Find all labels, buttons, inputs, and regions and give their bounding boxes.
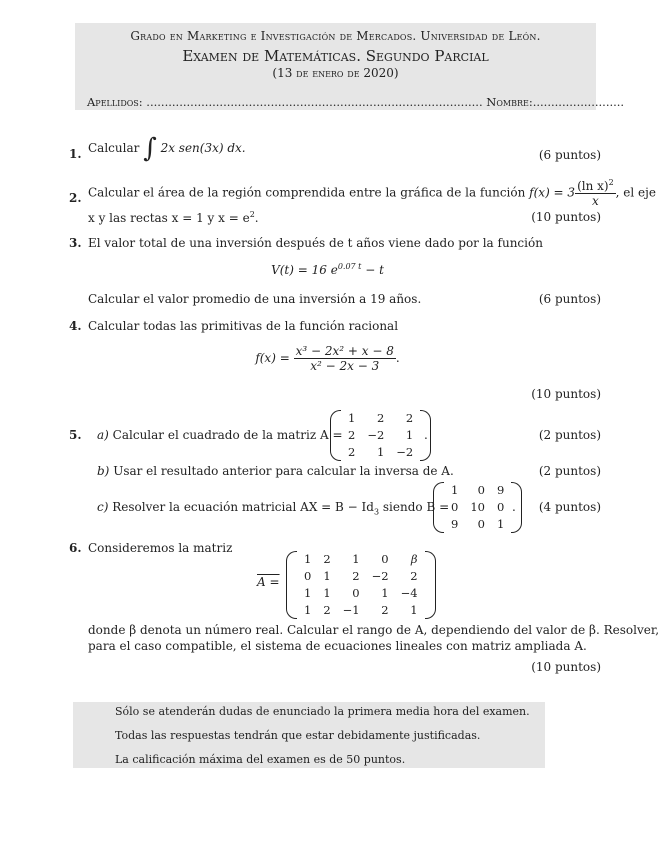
- matrix-row: [445, 482, 510, 499]
- problem-6-line1: Consideremos la matriz: [88, 541, 233, 555]
- matrix-entry: 10: [470, 500, 485, 514]
- problem-2-line2: [88, 210, 259, 225]
- problem-4-formula: [0, 344, 655, 373]
- student-fields: [87, 95, 625, 109]
- problem-2-fraction: [575, 178, 616, 208]
- matrix-entry: 1: [381, 586, 389, 600]
- rational-numerator: x³ − 2x² + x − 8: [295, 344, 394, 358]
- problem-3-points: (6 puntos): [538, 292, 601, 306]
- problem-2-function: f(x) = 3: [529, 185, 576, 200]
- matrix-entry: 1: [376, 445, 385, 459]
- integral-sign: ∫: [143, 133, 157, 164]
- note-3: La calificación máxima del examen es de 50 puntos.: [115, 753, 406, 766]
- problem-5c-statement: Resolver la ecuación matricial AX = B − Id: [112, 500, 374, 514]
- matrix-entry: 1: [304, 586, 312, 600]
- matrix-entry: 1: [410, 603, 418, 617]
- problem-1-text: [88, 133, 246, 164]
- problem-5b-label: b): [97, 464, 110, 478]
- problem-2-end: .: [254, 211, 259, 225]
- matrix-row: [298, 568, 424, 585]
- matrix-left-bracket: [286, 551, 297, 619]
- note-2: Todas las respuestas tendrán que estar debidamente justificadas.: [115, 729, 481, 742]
- name-label: Nombre:: [486, 95, 533, 109]
- matrix-entry: 1: [323, 569, 331, 583]
- matrix-entry: 2: [381, 603, 389, 617]
- problem-2-exp: 2: [249, 210, 255, 219]
- problem-4-points: (10 puntos): [531, 387, 601, 401]
- matrix-entry: 2: [352, 569, 360, 583]
- problem-3-number: 3.: [69, 236, 82, 250]
- problem-5b-text: [97, 464, 454, 478]
- matrix-A-period: .: [424, 428, 428, 442]
- matrix-entry: −1: [342, 603, 360, 617]
- problem-6-number: 6.: [69, 541, 82, 555]
- problem-5c-points: (4 puntos): [538, 500, 601, 514]
- matrix-entry: 0: [477, 483, 485, 497]
- matrix-entry: 2: [405, 411, 414, 425]
- problem-5a-points: (2 puntos): [538, 428, 601, 442]
- problem-5b-statement: Usar el resultado anterior para calcular la inversa de A.: [113, 464, 454, 478]
- augmented-matrix: [286, 551, 436, 619]
- problem-2-points: (10 puntos): [531, 210, 601, 224]
- matrix-entry: 2: [410, 569, 418, 583]
- name-field[interactable]: .........................: [532, 95, 625, 109]
- matrix-A: [330, 410, 431, 461]
- note-1: Sólo se atenderán dudas de enunciado la primera media hora del examen.: [115, 705, 530, 718]
- matrix-row: [342, 410, 419, 427]
- problem-5a-statement: Calcular el cuadrado de la matriz A =: [112, 428, 343, 442]
- matrix-entry: 2: [376, 411, 385, 425]
- problem-3-line2: Calcular el valor promedio de una inversión a 19 años.: [88, 292, 422, 306]
- university-line: Grado en Marketing e Investigación de Mercados. Universidad de León.: [130, 29, 541, 43]
- problem-4-line1: Calcular todas las primitivas de la función racional: [88, 319, 399, 333]
- identity-subscript: 3: [373, 507, 380, 517]
- problem-5a-label: a): [97, 428, 109, 442]
- problem-5c-text: [97, 500, 449, 516]
- matrix-entry: −2: [371, 569, 389, 583]
- problem-2-line1: [88, 178, 656, 208]
- matrix-entry: 0: [304, 569, 312, 583]
- surname-label: Apellidos:: [87, 95, 143, 109]
- problem-1-number: 1.: [69, 147, 82, 161]
- matrix-B: [433, 482, 522, 533]
- matrix-entry: 0: [477, 517, 485, 531]
- problem-5a-text: [97, 428, 343, 442]
- problem-3-line1: El valor total de una inversión después de t años viene dado por la función: [88, 236, 543, 250]
- problem-2-after: , el eje: [615, 185, 656, 200]
- problem-1-points: (6 puntos): [538, 148, 601, 162]
- problem-5c-label: c): [97, 500, 109, 514]
- problem-5b-points: (2 puntos): [538, 464, 601, 478]
- matrix-entry: 2: [323, 552, 331, 566]
- formula-rhs: − t: [361, 263, 384, 277]
- matrix-entry: 1: [352, 552, 360, 566]
- matrix-entry: β: [410, 552, 418, 566]
- problem-1-intro: Calcular: [88, 141, 140, 155]
- matrix-row: [342, 444, 419, 461]
- matrix-row: [298, 551, 424, 568]
- augmented-matrix-lhs: A =: [257, 575, 280, 589]
- matrix-row: [298, 585, 424, 602]
- frac-exponent: 2: [608, 178, 614, 187]
- exam-date: (13 de enero de 2020): [272, 66, 399, 80]
- problem-6-line2: donde β denota un número real. Calcular el rango de A, dependiendo del valor de β. Resolver,: [88, 623, 659, 637]
- matrix-entry: 1: [323, 586, 331, 600]
- matrix-row: [298, 602, 424, 619]
- problem-1-integrand: 2x sen(3x) dx.: [160, 141, 246, 155]
- rational-lhs: f(x) =: [255, 351, 290, 365]
- matrix-row: [445, 516, 510, 533]
- matrix-row: [445, 499, 510, 516]
- surname-field[interactable]: ............................................................................................: [146, 95, 483, 109]
- matrix-entry: 1: [451, 483, 459, 497]
- exam-title: Examen de Matemáticas. Segundo Parcial: [182, 47, 489, 65]
- matrix-entry: 0: [352, 586, 360, 600]
- matrix-entry: 1: [304, 603, 312, 617]
- rational-denominator: x² − 2x − 3: [310, 359, 380, 373]
- matrix-entry: −2: [396, 445, 414, 459]
- frac-numerator: (ln x): [577, 179, 609, 193]
- exam-notes-box: [73, 702, 545, 768]
- formula-exponent: 0.07 t: [337, 262, 362, 271]
- problem-3-formula: [0, 262, 655, 277]
- matrix-entry: 0: [451, 500, 459, 514]
- matrix-entry: 1: [496, 517, 505, 531]
- matrix-left-bracket: [330, 410, 341, 461]
- exam-header: [75, 23, 625, 110]
- matrix-entry: 2: [348, 445, 356, 459]
- rational-end: .: [395, 351, 400, 365]
- rational-fraction: [294, 344, 396, 373]
- matrix-entry: 2: [323, 603, 331, 617]
- matrix-entry: 1: [405, 428, 414, 442]
- problem-2-line2-text: x y las rectas x = 1 y x = e: [88, 211, 250, 225]
- problem-5c-statement-2: siendo B =: [379, 500, 450, 514]
- formula-lhs: V(t) = 16 e: [271, 263, 338, 277]
- matrix-row: [342, 427, 419, 444]
- matrix-entry: 0: [496, 500, 505, 514]
- matrix-entry: 0: [381, 552, 389, 566]
- matrix-entry: −4: [400, 586, 418, 600]
- augmented-matrix-label: [257, 575, 280, 589]
- matrix-right-bracket: [425, 551, 436, 619]
- problem-6-line3: para el caso compatible, el sistema de ecuaciones lineales con matriz ampliada A.: [88, 639, 587, 653]
- problem-2-number: 2.: [69, 191, 82, 205]
- matrix-entry: 1: [348, 411, 356, 425]
- matrix-left-bracket: [433, 482, 444, 533]
- problem-6-points: (10 puntos): [531, 660, 601, 674]
- problem-4-number: 4.: [69, 319, 82, 333]
- matrix-entry: 1: [304, 552, 312, 566]
- matrix-entry: −2: [367, 428, 385, 442]
- frac-denominator: x: [591, 194, 599, 208]
- matrix-B-period: .: [512, 500, 516, 514]
- problem-5-number: 5.: [69, 428, 82, 442]
- matrix-entry: 9: [451, 517, 459, 531]
- problem-2-text: Calcular el área de la región comprendida entre la gráfica de la función: [88, 185, 526, 200]
- matrix-entry: 9: [496, 483, 505, 497]
- matrix-entry: 2: [348, 428, 356, 442]
